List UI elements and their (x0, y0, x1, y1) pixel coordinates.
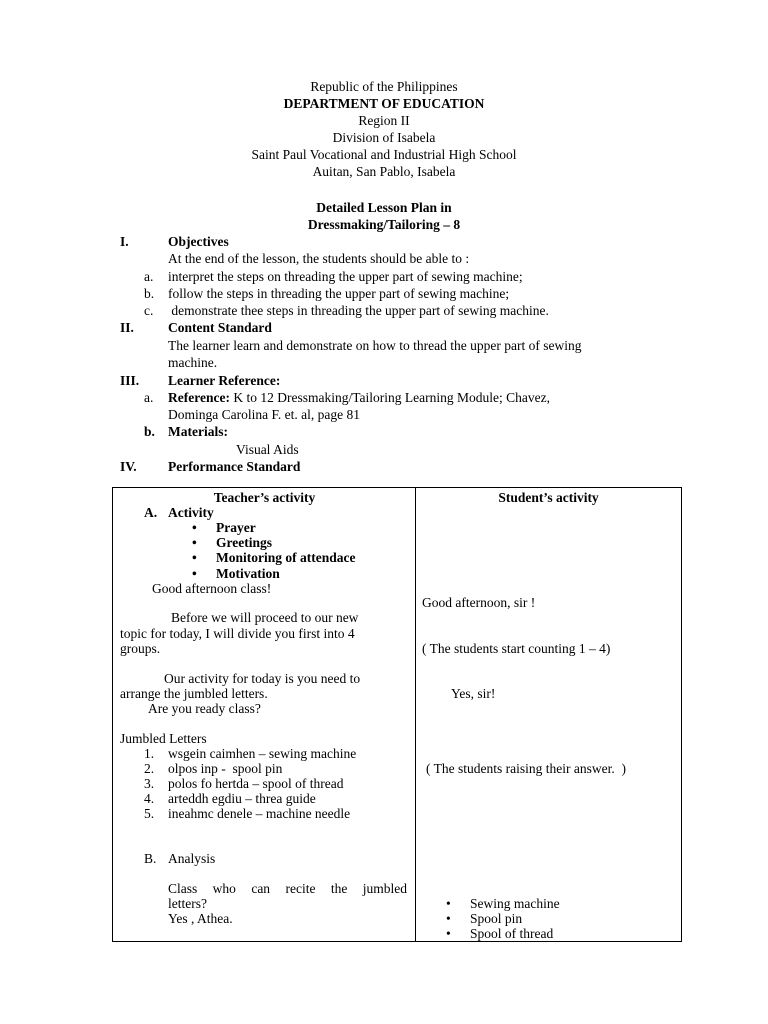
ready-question: Are you ready class? (148, 701, 261, 716)
reference-letter: a. (144, 390, 154, 405)
objective-c-letter: c. (144, 303, 154, 318)
student-counting: ( The students start counting 1 – 4) (422, 641, 611, 656)
content-standard-text-2: machine. (168, 355, 218, 370)
objective-a-letter: a. (144, 269, 154, 284)
recite-line-2: letters? (168, 896, 207, 911)
section-1-number: I. (120, 234, 129, 249)
section-2-number: II. (120, 320, 134, 335)
answer-spool-of-thread: • Spool of thread (470, 925, 553, 942)
plan-title-line2: Dressmaking/Tailoring – 8 (307, 217, 461, 232)
activity-label: Activity (168, 505, 214, 520)
republic-line: Republic of the Philippines (310, 79, 458, 94)
bullet-attendance: • Monitoring of attendace (216, 549, 355, 566)
student-greeting: Good afternoon, sir ! (422, 595, 536, 610)
jumbled-4-text: arteddh egdiu – threa guide (168, 791, 316, 806)
activity-line-2: arrange the jumbled letters. (120, 686, 268, 701)
department-line: DEPARTMENT OF EDUCATION (283, 96, 485, 111)
region-line: Region II (358, 113, 410, 128)
bullet-motivation: • Motivation (216, 565, 280, 582)
proceed-line-3: groups. (120, 641, 161, 656)
objective-a-text: interpret the steps on threading the upper part of sewing machine; (168, 269, 523, 284)
jumbled-1-text: wsgein caimhen – sewing machine (168, 746, 357, 761)
materials-letter: b. (144, 424, 155, 439)
answer-spool-pin: • Spool pin (470, 910, 522, 927)
jumbled-5-text: ineahmc denele – machine needle (168, 806, 351, 821)
teacher-header: Teacher’s activity (213, 490, 316, 505)
answer-sewing-machine: • Sewing machine (470, 895, 560, 912)
student-raising: ( The students raising their answer. ) (426, 761, 626, 776)
teacher-greeting: Good afternoon class! (152, 581, 272, 596)
bullet-prayer: • Prayer (216, 519, 256, 536)
jumbled-3-text: polos fo hertda – spool of thread (168, 776, 344, 791)
section-3-number: III. (120, 373, 140, 388)
proceed-line-1: Before we will proceed to our new (171, 610, 359, 625)
proceed-line-2: topic for today, I will divide you first into 4 (120, 626, 355, 641)
jumbled-title: Jumbled Letters (120, 731, 207, 746)
reference-text-2: Dominga Carolina F. et. al, page 81 (168, 407, 360, 422)
recite-line-1: Class who can recite the jumbled (168, 881, 407, 896)
objectives-intro: At the end of the lesson, the students should be able to : (168, 251, 470, 266)
objective-b-text: follow the steps in threading the upper part of sewing machine; (168, 286, 510, 301)
jumbled-1-num: 1. (144, 746, 155, 761)
jumbled-4-num: 4. (144, 791, 155, 806)
plan-title-line1: Detailed Lesson Plan in (316, 200, 452, 215)
section-4-title: Performance Standard (168, 459, 301, 474)
division-line: Division of Isabela (332, 130, 436, 145)
jumbled-2-text: olpos inp - spool pin (168, 761, 283, 776)
student-yes: Yes, sir! (451, 686, 496, 701)
analysis-label: Analysis (168, 851, 216, 866)
jumbled-2-num: 2. (144, 761, 155, 776)
activity-line-1: Our activity for today is you need to (164, 671, 361, 686)
teacher-column (113, 488, 416, 942)
reference-label: Reference: (168, 390, 230, 405)
analysis-letter: B. (144, 851, 157, 866)
objective-b-letter: b. (144, 286, 155, 301)
jumbled-3-num: 3. (144, 776, 155, 791)
objective-c-text: demonstrate thee steps in threading the upper part of sewing machine. (168, 303, 549, 318)
section-4-number: IV. (120, 459, 137, 474)
section-3-title: Learner Reference: (168, 373, 281, 388)
activity-table (112, 487, 682, 942)
materials-text: Visual Aids (236, 442, 299, 457)
student-column (416, 488, 682, 942)
student-header: Student’s activity (498, 490, 599, 505)
jumbled-5-num: 5. (144, 806, 155, 821)
section-2-title: Content Standard (168, 320, 272, 335)
school-line: Saint Paul Vocational and Industrial High School (251, 147, 517, 162)
materials-label: Materials: (168, 424, 228, 439)
section-1-title: Objectives (168, 234, 229, 249)
yes-athea: Yes , Athea. (168, 911, 233, 926)
address-line: Auitan, San Pablo, Isabela (312, 164, 456, 179)
reference-line (168, 389, 550, 406)
reference-text-1: K to 12 Dressmaking/Tailoring Learning Module; Chavez, (229, 390, 550, 405)
content-standard-text-1: The learner learn and demonstrate on how to thread the upper part of sewing (168, 338, 582, 353)
activity-letter: A. (144, 505, 158, 520)
bullet-greetings: • Greetings (216, 534, 272, 551)
